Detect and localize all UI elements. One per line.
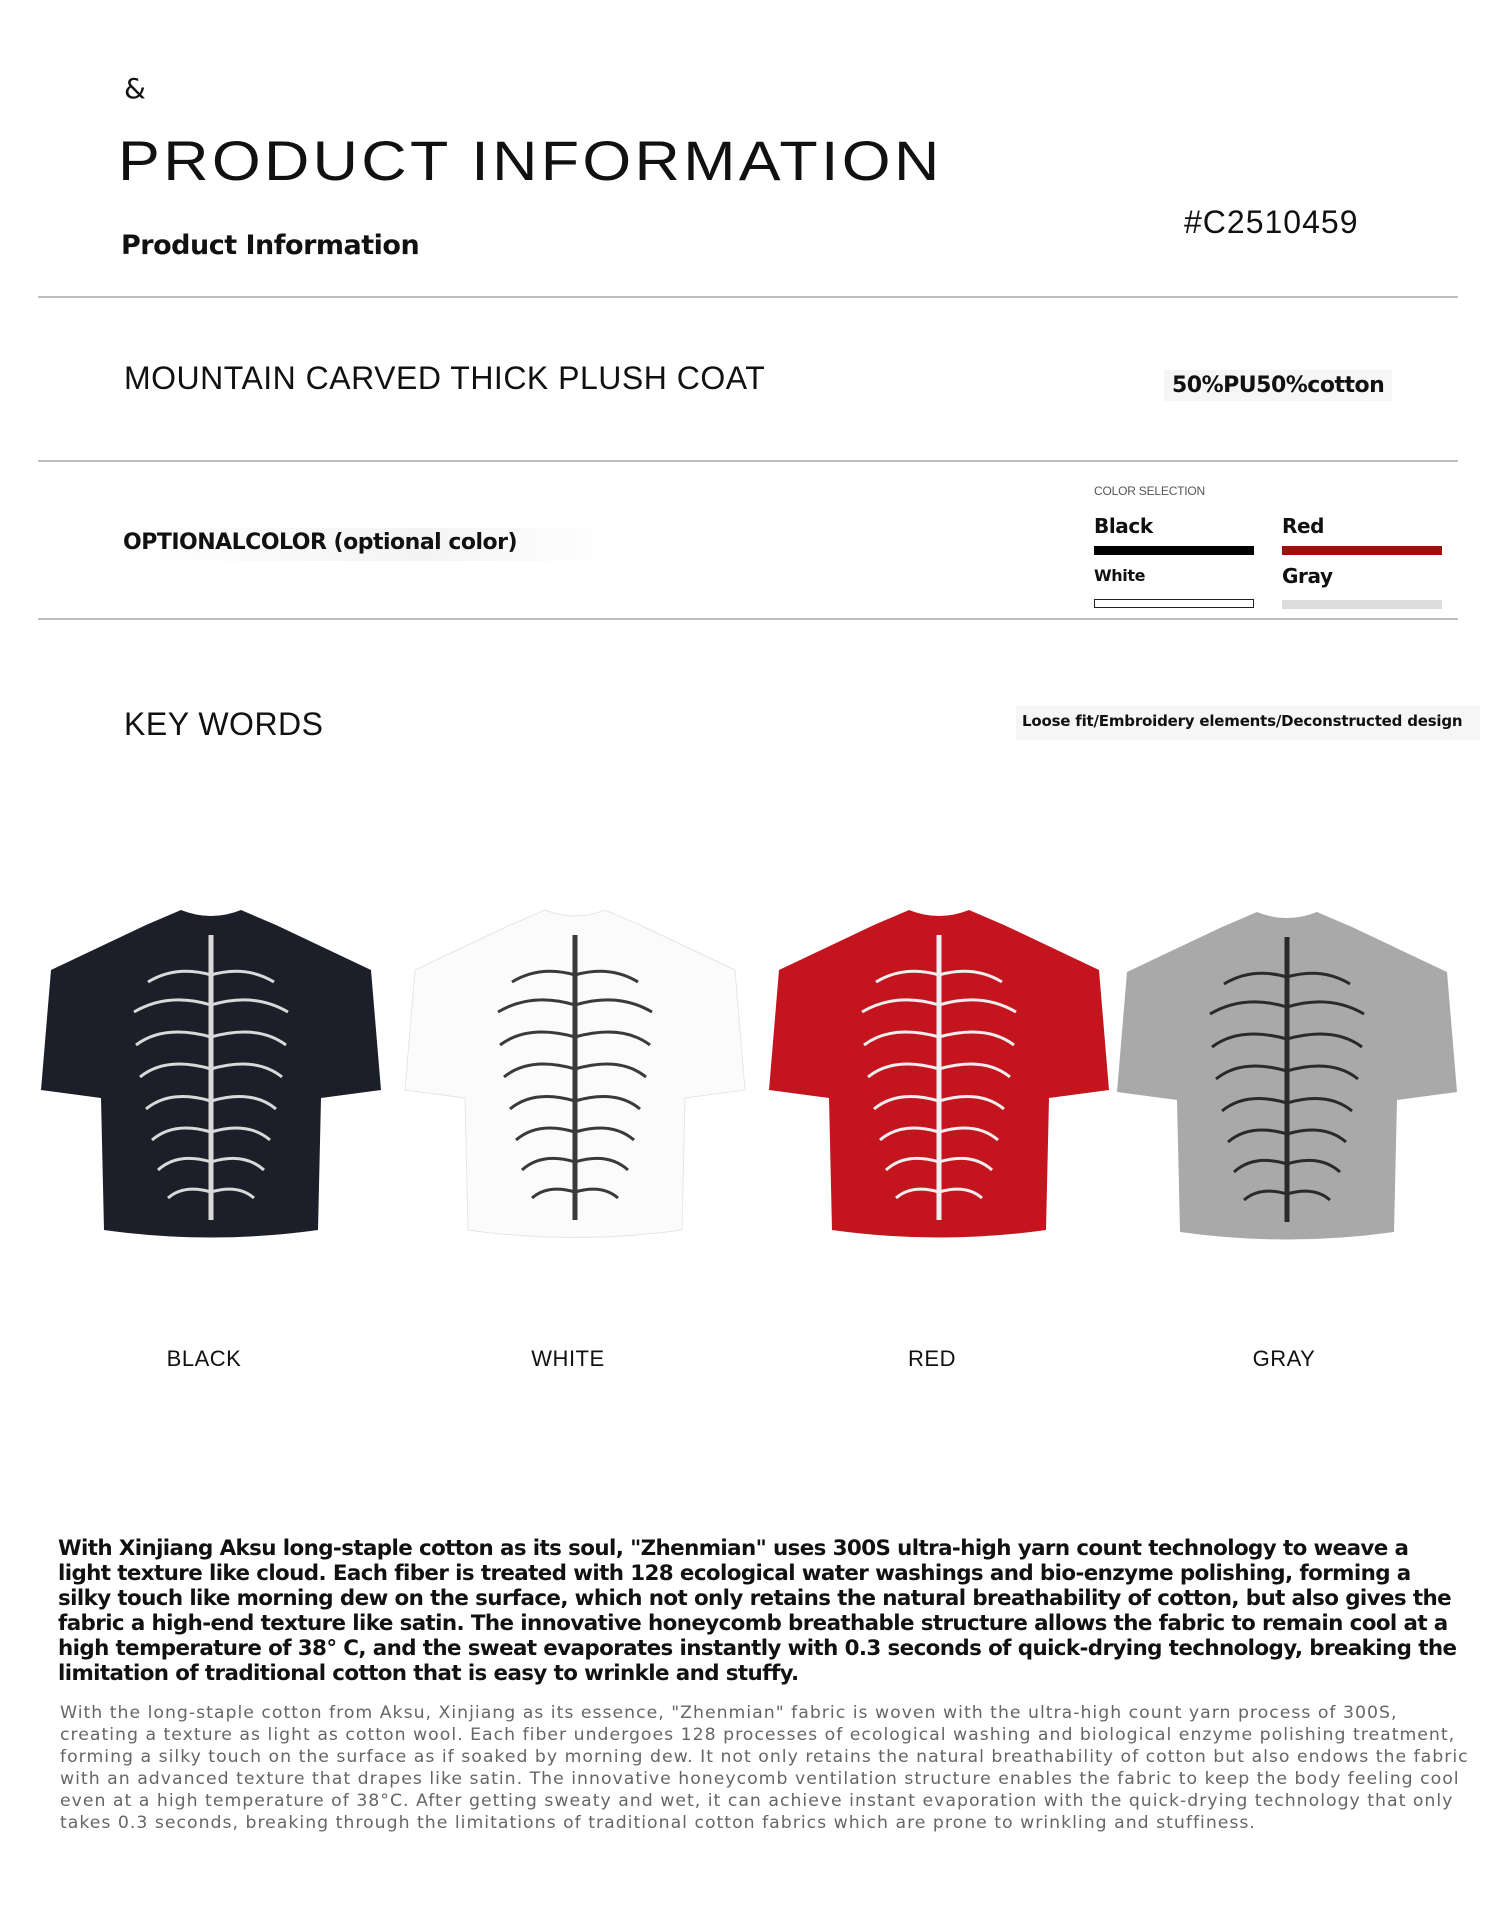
color-swatch-black — [1094, 514, 1254, 555]
shirt-gray — [1117, 912, 1457, 1240]
shirt-label-white: WHITE — [531, 1346, 605, 1371]
divider — [38, 296, 1458, 298]
shirt-gallery — [0, 880, 1495, 1300]
swatch-label: White — [1094, 566, 1146, 585]
shirt-label-red: RED — [908, 1346, 956, 1371]
swatch-bar — [1282, 600, 1442, 609]
ampersand-mark: & — [124, 72, 146, 105]
color-selection-label: COLOR SELECTION — [1094, 484, 1206, 498]
shirt-label-black: BLACK — [166, 1346, 242, 1371]
page-title: PRODUCT INFORMATION — [118, 129, 943, 192]
color-swatch-white — [1094, 566, 1254, 608]
shirt-red — [769, 910, 1109, 1238]
material-composition: 50%PU50%cotton — [1164, 370, 1392, 401]
description-bold: With Xinjiang Aksu long-staple cotton as its soul, "Zhenmian" uses 300S ultra-high yarn count technology to weave a light texture like cloud. Each fiber is treated with 128 ecological water washings and bio-enzyme polishing, forming a silky touch like morning dew on the surface, which not only retains the natural breathability of cotton, but also gives the fabric a high-end texture like satin. The innovative honeycomb breathable structure allows the fabric to remain cool at a high temperature of 38° C, and the sweat evaporates instantly with 0.3 seconds of quick-drying technology, breaking the limitation of traditional cotton that is easy to wrinkle and stuffy. — [58, 1536, 1457, 1686]
shirt-white — [405, 910, 745, 1238]
swatch-label: Red — [1282, 514, 1325, 538]
shirt-black — [41, 910, 381, 1238]
shirt-label-gray: GRAY — [1252, 1346, 1316, 1371]
product-code: #C2510459 — [1184, 204, 1359, 240]
color-swatch-gray — [1282, 564, 1442, 609]
swatch-bar — [1094, 546, 1254, 555]
product-name: MOUNTAIN CARVED THICK PLUSH COAT — [124, 360, 766, 396]
color-swatch-red — [1282, 514, 1442, 555]
swatch-bar — [1094, 599, 1254, 608]
page-subtitle: Product Information — [121, 230, 420, 261]
divider — [38, 460, 1458, 462]
description-light: With the long-staple cotton from Aksu, Xinjiang as its essence, "Zhenmian" fabric is woven with the ultra-high count yarn process of 300S, creating a texture as light as cotton wool. Each fiber undergoes 128 processes of ecological washing and biological enzyme polishing treatment, forming a silky touch on the surface as if soaked by morning dew. It not only retains the natural breathability of cotton but also endows the fabric with an advanced texture that drapes like satin. The innovative honeycomb ventilation structure enables the fabric to keep the body feeling cool even at a high temperature of 38°C. After getting sweaty and wet, it can achieve instant evaporation with the quick-drying technology that only takes 0.3 seconds, breaking through the limitations of traditional cotton fabrics which are prone to wrinkling and stuffiness. — [60, 1703, 1469, 1833]
keywords-title: KEY WORDS — [124, 706, 324, 742]
divider — [38, 618, 1458, 620]
optional-color-label: OPTIONALCOLOR (optional color) — [123, 528, 617, 561]
swatch-label: Gray — [1282, 564, 1333, 588]
swatch-bar — [1282, 546, 1442, 555]
keyword-tags: Loose fit/Embroidery elements/Deconstructed design — [1016, 706, 1480, 740]
swatch-label: Black — [1094, 514, 1153, 538]
